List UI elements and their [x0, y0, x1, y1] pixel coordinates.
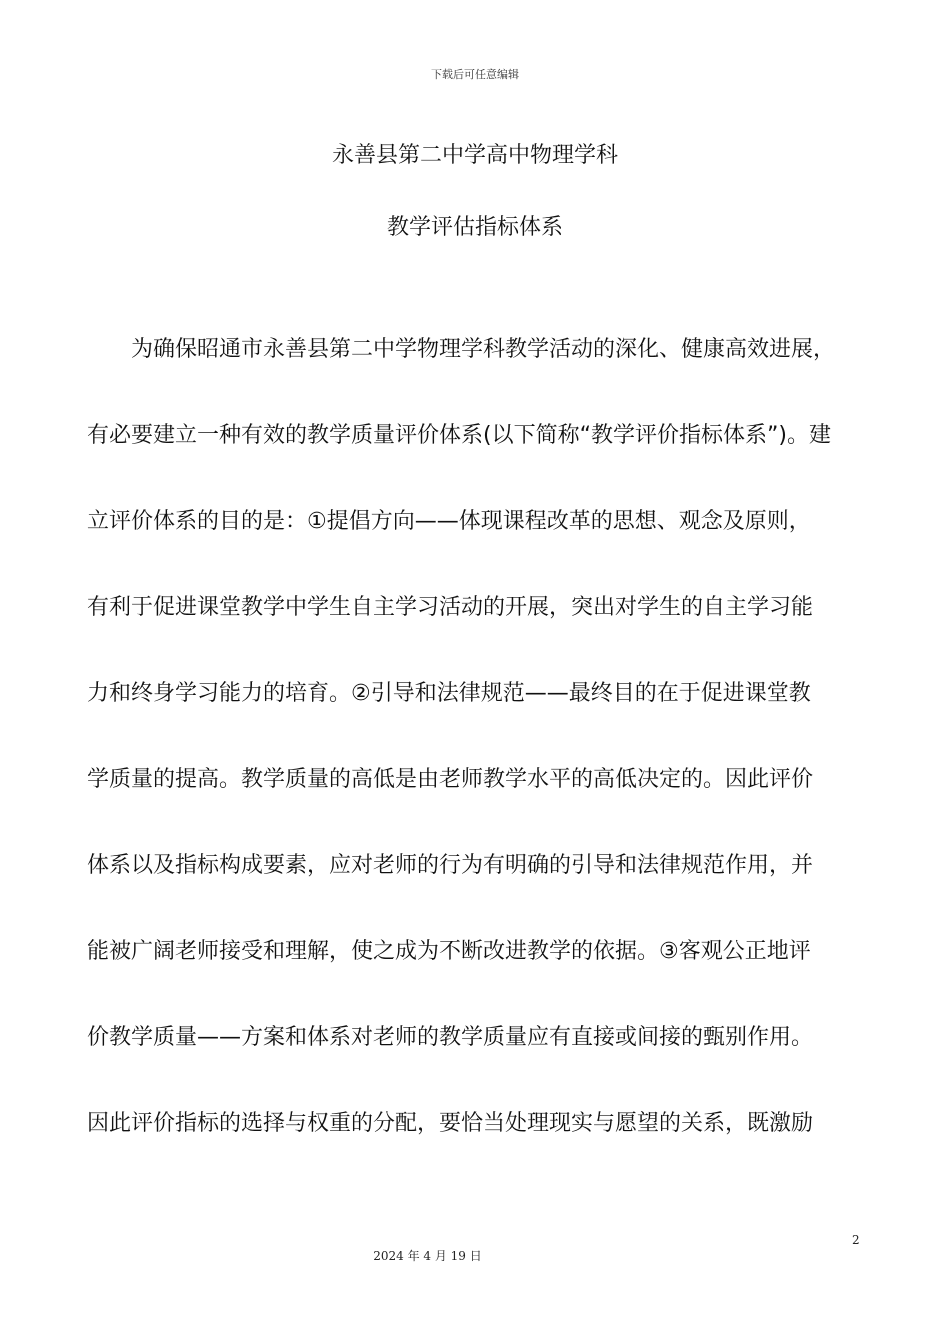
- body-line: 有利于促进课堂教学中学生自主学习活动的开展，突出对学生的自主学习能: [87, 595, 814, 620]
- body-line: 有必要建立一种有效的教学质量评价体系(以下简称“教学评价指标体系”)。建: [87, 423, 831, 448]
- body-line: 因此评价指标的选择与权重的分配，要恰当处理现实与愿望的关系，既激励: [87, 1111, 814, 1136]
- body-line: 价教学质量——方案和体系对老师的教学质量应有直接或间接的甄别作用。: [87, 1025, 814, 1050]
- body-line: 立评价体系的目的是：①提倡方向——体现课程改革的思想、观念及原则，: [87, 509, 811, 534]
- document-title-line-2: 教学评估指标体系: [386, 215, 563, 240]
- header-note: 下载后可任意编辑: [431, 68, 519, 81]
- page-number: 2: [852, 1233, 860, 1247]
- document-title-line-1: 永善县第二中学高中物理学科: [331, 143, 618, 168]
- body-line: 学质量的提高。教学质量的高低是由老师教学水平的高低决定的。因此评价: [87, 767, 814, 792]
- body-line: 能被广阔老师接受和理解，使之成为不断改进教学的依据。③客观公正地评: [87, 939, 811, 964]
- footer-date: 2024 年 4 月 19 日: [373, 1249, 482, 1263]
- body-line: 体系以及指标构成要素，应对老师的行为有明确的引导和法律规范作用，并: [87, 853, 814, 878]
- body-line: 为确保昭通市永善县第二中学物理学科教学活动的深化、健康高效进展，: [131, 337, 836, 362]
- body-line: 力和终身学习能力的培育。②引导和法律规范——最终目的在于促进课堂教: [87, 681, 811, 706]
